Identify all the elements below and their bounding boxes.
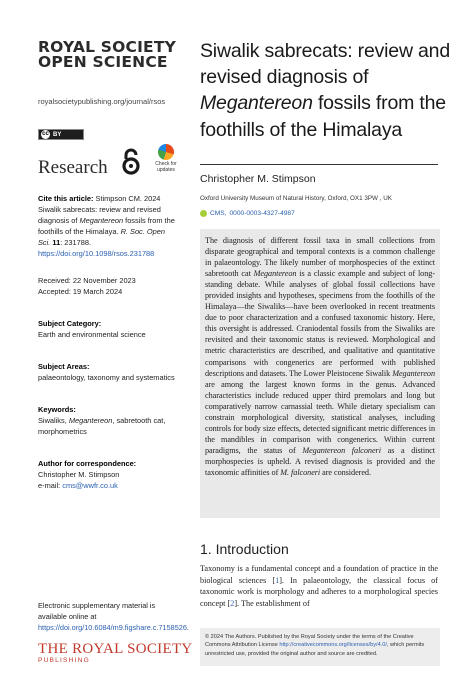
- orcid-link[interactable]: 0000-0003-4327-4987: [229, 210, 295, 217]
- author-name: Christopher M. Stimpson: [200, 173, 316, 185]
- esm-end: .: [186, 623, 189, 632]
- section-heading-introduction: 1. Introduction: [200, 541, 289, 557]
- subject-areas-label: Subject Areas:: [38, 362, 90, 371]
- cite-text: Stimpson CM. 2024 Siwalik sabrecats: review and revised diagnosis of: [38, 194, 161, 226]
- cite-genus: Megantereon: [79, 216, 124, 226]
- esm-text: Electronic supplementary material is available online at: [38, 601, 156, 621]
- dates: [38, 275, 178, 297]
- license-by-label: BY: [53, 131, 62, 138]
- orcid-line: [200, 210, 295, 217]
- title-divider: [200, 164, 438, 165]
- cite-number: : 231788.: [60, 238, 92, 248]
- check-for-updates-button[interactable]: [152, 144, 180, 178]
- title-genus: Megantereon: [200, 92, 313, 115]
- subject-areas: [38, 361, 178, 383]
- check-updates-icon: [158, 144, 174, 160]
- orcid-prefix: CMS,: [210, 210, 227, 217]
- journal-url[interactable]: royalsocietypublishing.org/journal/rsos: [38, 97, 166, 106]
- keywords-genus: Megantereon: [68, 416, 113, 426]
- keywords-label: Keywords:: [38, 405, 76, 414]
- keywords-1: Siwaliks,: [38, 416, 67, 426]
- copyright-box: [200, 628, 440, 666]
- keywords-2: , sabretooth cat, morphometrics: [38, 416, 166, 437]
- cite-text-2: fossils from the foothills of the Himalaya.: [38, 216, 175, 237]
- title-part-1: Siwalik sabrecats: review and revised diagnosis of: [200, 40, 450, 89]
- cite-doi-link[interactable]: https://doi.org/10.1098/rsos.231788: [38, 249, 155, 259]
- correspondence: [38, 458, 178, 491]
- publisher-sub: PUBLISHING: [38, 657, 90, 664]
- article-title: [200, 38, 450, 143]
- title-part-2: fossils from the foothills of the Himalaya: [200, 92, 446, 141]
- received-date: Received: 22 November 2023: [38, 276, 136, 285]
- subject-category-label: Subject Category:: [38, 319, 102, 328]
- esm-note: [38, 600, 189, 633]
- affiliation: Oxford University Museum of Natural History, Oxford, OX1 3PW , UK: [200, 195, 392, 202]
- copyright-text: © 2024 The Authors. Published by the Royal Society under the terms of the Creative Commons Attribution License http://creativecommons.org/licenses/by/4.0/, which permits unrestricted use, provided the original author and source are credited.: [205, 634, 425, 657]
- publisher-logo: THE ROYAL SOCIETY: [38, 641, 193, 657]
- license-link[interactable]: http://creativecommons.org/licenses/by/4.0/: [279, 642, 387, 649]
- cc-icon: cc: [42, 131, 49, 137]
- correspondence-label: Author for correspondence:: [38, 459, 137, 468]
- ref-1-link[interactable]: 1: [275, 575, 280, 585]
- journal-name: ROYAL SOCIETY OPEN SCIENCE: [38, 38, 177, 71]
- keywords: [38, 404, 178, 437]
- subject-category: [38, 318, 178, 340]
- cc-license-badge[interactable]: [38, 129, 84, 140]
- abstract-box: [200, 229, 440, 518]
- section-label: Research: [38, 157, 108, 178]
- correspondence-name: Christopher M. Stimpson: [38, 470, 120, 480]
- introduction-text: Taxonomy is a fundamental concept and a foundation of practice in the biological sciences [1]. In palaeontology, the classical focus of taxonomic work is morphology and adheres to a morphological species concept [2]. The establishment of: [200, 564, 438, 608]
- orcid-icon: [200, 210, 207, 217]
- abstract-text: The diagnosis of different fossil taxa in small collections from disparate geographical and temporal contexts is a common challenge in palaeontology. The likely number of morphospecies of the extinct sabretooth cat Megantereon is a classic example and subject of long-standing debate. While analyses of global fossil collections have provided insights and hypotheses, specimens from the foothills of the Himalaya—the Siwaliks—have been overlooked in recent treatments due to poor characterization and a confused taxonomic history. Here, this oversight is addressed. Craniodental fossils from the Siwaliks are revisited and their taxonomic status is reviewed. Morphological and metric characteristics are described, and qualitative and quantitative comparisons with congenerics are performed with published descriptions and datasets. The Lower Pleistocene Siwalik Megantereon are among the largest known forms in the genus. Advanced characteristics include reduced upper third premolars and long but comparatively narrow carnassial teeth. While dietary specialism can constrain morphological diversity, statistical analyses, including controls for body size effects, detected significant metric differences in the mandibles in comparison with congenerics. Within current paradigms, the status of Megantereon falconeri as a distinct morphospecies is upheld. A revised diagnosis is provided and the taxonomic affinities of M. falconeri are considered.: [205, 236, 435, 477]
- cite-label: Cite this article:: [38, 194, 94, 203]
- citation: [38, 193, 178, 260]
- subject-areas-value: palaeontology, taxonomy and systematics: [38, 373, 175, 383]
- cite-journal: R. Soc. Open Sci.: [38, 227, 165, 248]
- subject-category-value: Earth and environmental science: [38, 330, 146, 340]
- email-link[interactable]: cms@wwfr.co.uk: [62, 481, 118, 491]
- accepted-date: Accepted: 19 March 2024: [38, 287, 123, 297]
- ref-2-link[interactable]: 2: [230, 598, 235, 608]
- email-label: e-mail:: [38, 481, 61, 491]
- check-updates-label: Check for updates: [155, 161, 177, 173]
- cite-volume: 11: [52, 238, 61, 248]
- esm-link[interactable]: https://doi.org/10.6084/m9.figshare.c.7158526: [38, 623, 187, 632]
- open-access-icon: [120, 147, 142, 175]
